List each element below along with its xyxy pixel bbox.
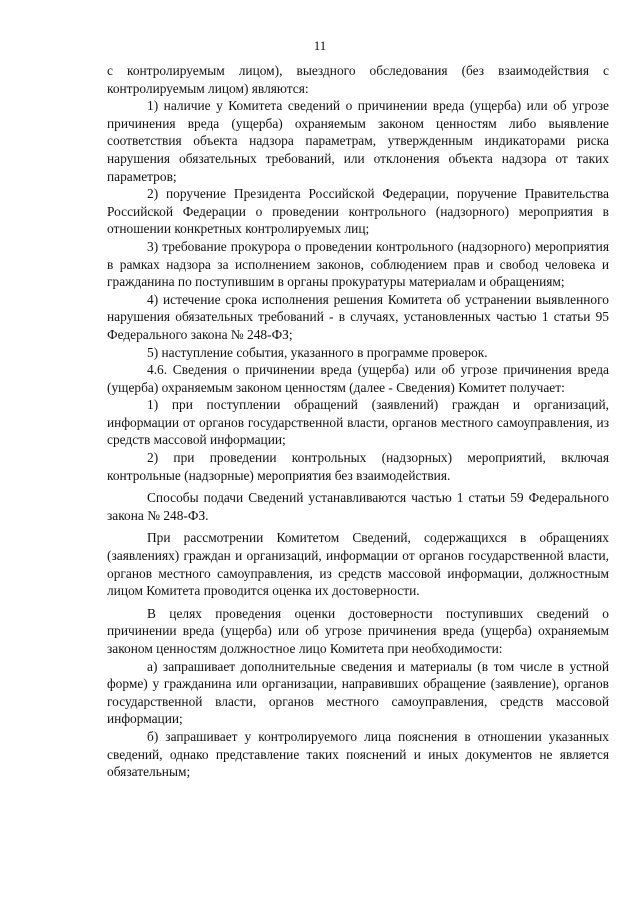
review-paragraph: При рассмотрении Комитетом Сведений, содержащихся в обращениях (заявлениях) граждан и организаций, информации от органов государственной власти, органов местного самоуправления, из средств массовой информации, должностным лицом Комитета проводится оценка их достоверности. [107,530,609,599]
assessment-item-a: а) запрашивает дополнительные сведения и материалы (в том числе в устной форме) у гражданина или организации, направивших обращение (заявление), органов государственной власти, органов местного самоуправления, средств массовой информации; [107,658,609,727]
assessment-item-b: б) запрашивает у контролируемого лица пояснения в отношении указанных сведений, однако представление таких пояснений и иных документов не является обязательным; [107,728,609,780]
source-item-1: 1) при поступлении обращений (заявлений) граждан и организаций, информации от органов государственной власти, органов местного самоуправления, из средств массовой информации; [107,397,609,448]
section-4-6: 4.6. Сведения о причинении вреда (ущерба) или об угрозе причинения вреда (ущерба) охраняемым законом ценностям (далее - Сведения) Комитет получает: [107,362,609,395]
paragraph-continuation: с контролируемым лицом), выездного обследования (без взаимодействия с контролируемым лицом) являются: [107,63,609,96]
list-item-1: 1) наличие у Комитета сведений о причинении вреда (ущерба) или об угрозе причинения вреда (ущерба) охраняемым законом ценностям либо выявление соответствия объекта надзора параметрам, утвержденным индикаторами риска нарушения обязательных требований, или отклонения объекта надзора от таких параметров; [107,98,609,184]
assessment-paragraph: В целях проведения оценки достоверности поступивших сведений о причинении вреда (ущерба) или об угрозе причинения вреда (ущерба) охраняемым законом ценностям должностное лицо Комитета при необходимости: [107,605,609,656]
document-body [107,62,609,781]
list-item-4: 4) истечение срока исполнения решения Комитета об устранении выявленного нарушения обязательных требований - в случаях, установленных частью 1 статьи 95 Федерального закона № 248-ФЗ; [107,291,609,342]
submission-methods: Способы подачи Сведений устанавливаются частью 1 статьи 59 Федерального закона № 248-ФЗ. [107,490,609,523]
list-item-2: 2) поручение Президента Российской Федерации, поручение Правительства Российской Федерации о проведении контрольного (надзорного) мероприятия в отношении конкретных контролируемых лиц; [107,186,609,237]
page-number: 11 [313,38,327,53]
list-item-5: 5) наступление события, указанного в программе проверок. [147,344,488,360]
list-item-3: 3) требование прокурора о проведении контрольного (надзорного) мероприятия в рамках надзора за исполнением законов, соблюдением прав и свобод человека и гражданина по поступившим в органы прокуратуры материалам и обращениям; [107,238,609,290]
source-item-2: 2) при проведении контрольных (надзорных) мероприятий, включая контрольные (надзорные) мероприятия без взаимодействия. [107,450,609,483]
